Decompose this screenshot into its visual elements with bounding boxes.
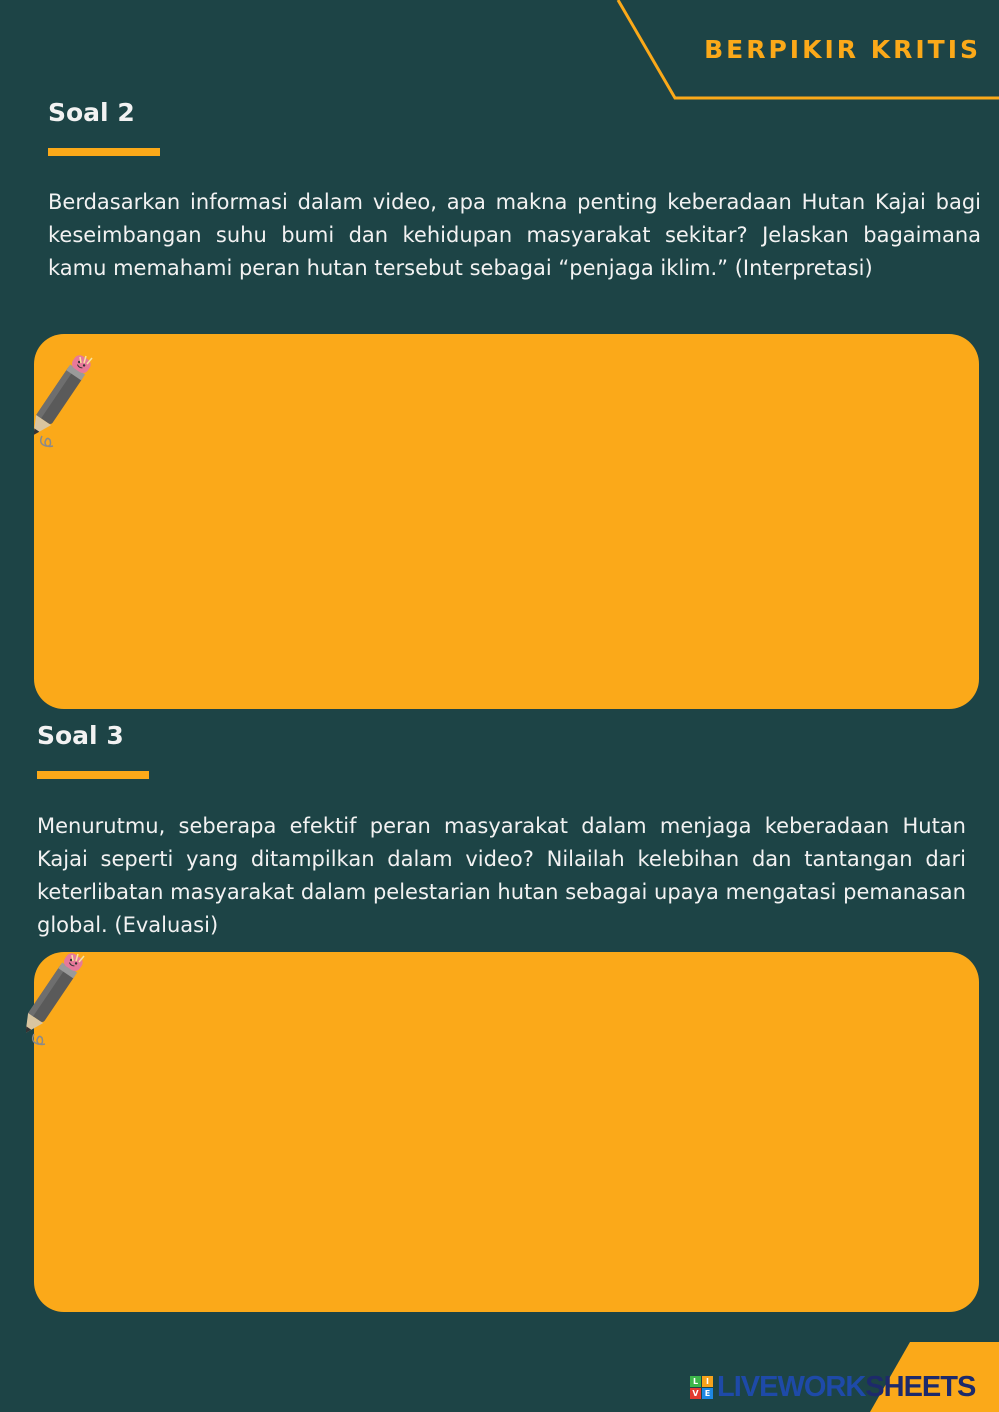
logo-letter: I [702,1376,713,1387]
question-3-text: Menurutmu, seberapa efektif peran masyarakat dalam menjaga keberadaan Hutan Kajai seperti yang ditampilkan dalam video? Nilailah kelebihan dan tantangan dari keterlibatan masyarakat dalam pelestarian hutan sebagai upaya mengatasi pemanasan global. (Evaluasi) [37,814,966,937]
logo-letter: E [702,1388,713,1399]
pencil-icon [26,950,106,1054]
question-2-title: Soal 2 [48,98,135,127]
liveworksheets-logo [690,1370,975,1404]
liveworksheets-wordmark: LIVEWORKSHEETS [717,1370,976,1403]
question-3-title: Soal 3 [37,721,124,750]
question-2-answer-input[interactable] [34,334,979,709]
logo-letter: V [690,1388,701,1399]
question-2-underline [48,148,160,156]
question-3-underline [37,771,149,779]
liveworksheets-logo-mark [690,1376,713,1399]
question-3-answer-input[interactable] [34,952,979,1312]
header-title: BERPIKIR KRITIS [704,35,981,64]
pencil-icon [34,352,114,456]
question-2-text: Berdasarkan informasi dalam video, apa makna penting keberadaan Hutan Kajai bagi keseimbangan suhu bumi dan kehidupan masyarakat sekitar? Jelaskan bagaimana kamu memahami peran hutan tersebut sebagai “penjaga iklim.” (Interpretasi) [48,190,981,280]
logo-letter: L [690,1376,701,1387]
